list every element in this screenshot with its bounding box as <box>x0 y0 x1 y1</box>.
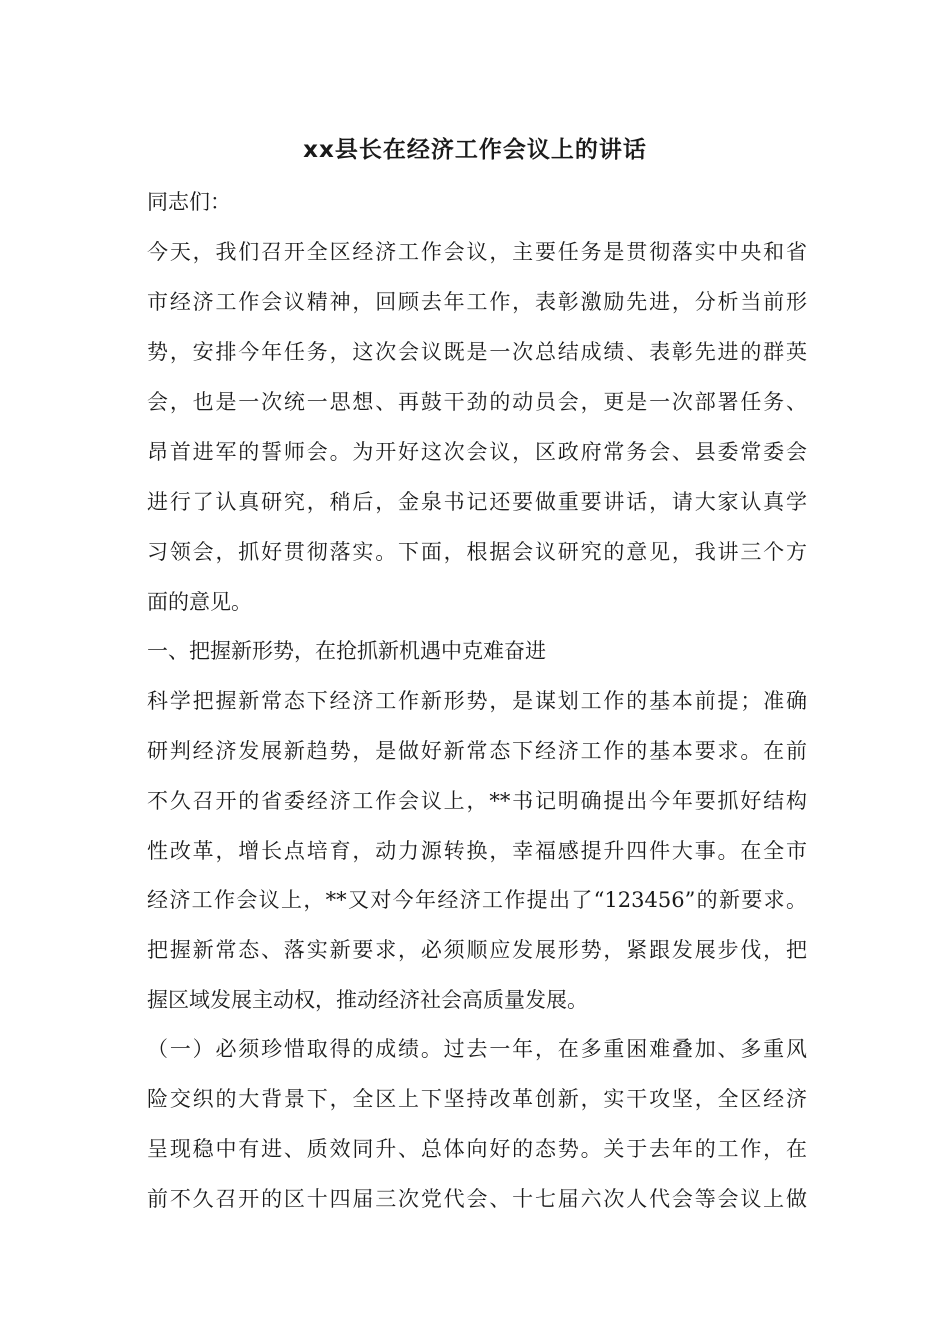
document-title: xx县长在经济工作会议上的讲话 <box>303 137 647 163</box>
paragraph-line: 经济工作会议上，**又对今年经济工作提出了“123456”的新要求。 <box>147 888 807 912</box>
paragraph-line: 研判经济发展新趋势，是做好新常态下经济工作的基本要求。在前 <box>147 739 807 763</box>
paragraph-line: 市经济工作会议精神，回顾去年工作，表彰激励先进，分析当前形 <box>147 290 807 314</box>
paragraph-line: 习领会，抓好贯彻落实。下面，根据会议研究的意见，我讲三个方 <box>147 540 807 564</box>
paragraph-line: 握区域发展主动权，推动经济社会高质量发展。 <box>147 988 588 1012</box>
paragraph-line: 科学把握新常态下经济工作新形势，是谋划工作的基本前提；准确 <box>147 689 807 713</box>
salutation: 同志们： <box>147 190 231 214</box>
paragraph-line: 进行了认真研究，稍后，金泉书记还要做重要讲话，请大家认真学 <box>147 490 807 514</box>
paragraph-line: 今天，我们召开全区经济工作会议，主要任务是贯彻落实中央和省 <box>147 240 807 264</box>
paragraph-line: 不久召开的省委经济工作会议上，**书记明确提出今年要抓好结构 <box>147 789 807 813</box>
paragraph-line: 性改革，增长点培育，动力源转换，幸福感提升四件大事。在全市 <box>147 839 807 863</box>
paragraph-line: 前不久召开的区十四届三次党代会、十七届六次人代会等会议上做 <box>147 1187 807 1211</box>
paragraph-line: （一）必须珍惜取得的成绩。过去一年，在多重困难叠加、多重风 <box>147 1037 807 1061</box>
paragraph-line: 昂首进军的誓师会。为开好这次会议，区政府常务会、县委常委会 <box>147 440 807 464</box>
paragraph-line: 面的意见。 <box>147 590 252 614</box>
paragraph-line: 会，也是一次统一思想、再鼓干劲的动员会，更是一次部署任务、 <box>147 390 807 414</box>
section-heading: 一、把握新形势，在抢抓新机遇中克难奋进 <box>147 639 546 663</box>
paragraph-line: 势，安排今年任务，这次会议既是一次总结成绩、表彰先进的群英 <box>147 340 807 364</box>
paragraph-line: 险交织的大背景下，全区上下坚持改革创新，实干攻坚，全区经济 <box>147 1087 807 1111</box>
paragraph-line: 呈现稳中有进、质效同升、总体向好的态势。关于去年的工作，在 <box>147 1137 807 1161</box>
paragraph-line: 把握新常态、落实新要求，必须顺应发展形势，紧跟发展步伐，把 <box>147 938 807 962</box>
